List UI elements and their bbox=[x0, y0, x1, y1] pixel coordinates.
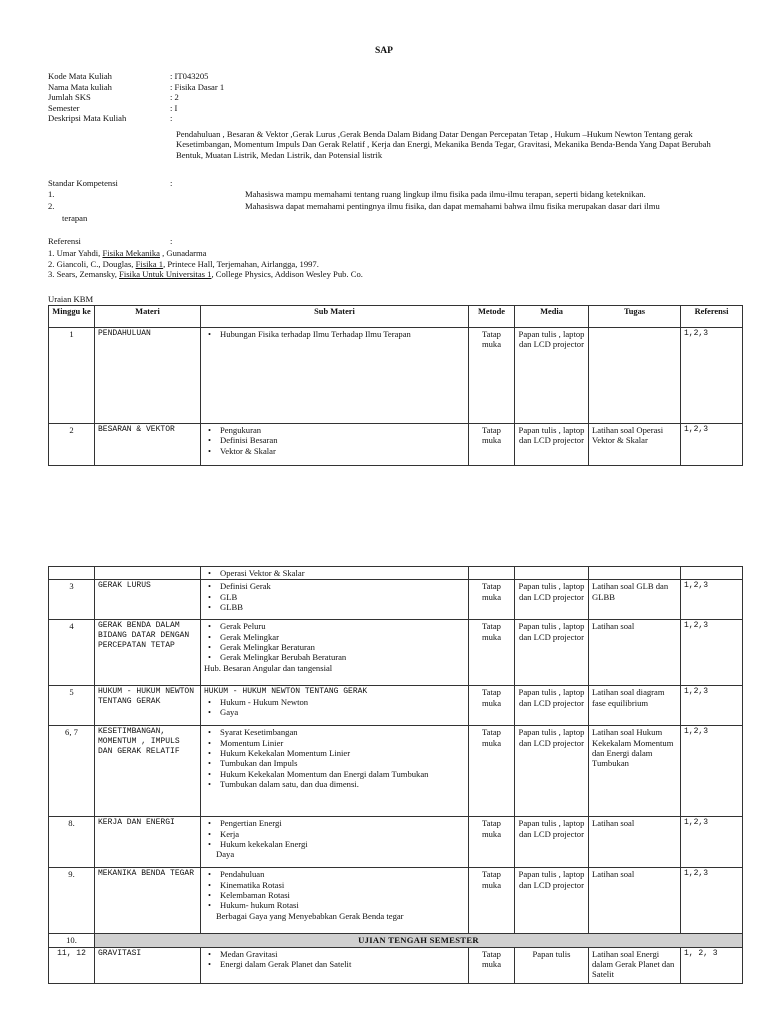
cell-minggu: 4 bbox=[49, 620, 95, 686]
cell-materi: PENDAHULUAN bbox=[95, 328, 201, 424]
list-item: • Hukum kekekalan Energi bbox=[220, 839, 465, 849]
table-row bbox=[49, 567, 743, 580]
table-header-row bbox=[49, 306, 743, 328]
cell-materi: BESARAN & VEKTOR bbox=[95, 424, 201, 466]
meta-label: Semester bbox=[48, 102, 80, 113]
list-item: • Definisi Besaran bbox=[220, 435, 465, 445]
cell-referensi: 1, 2, 3 bbox=[681, 947, 743, 983]
list-item: • Vektor & Skalar bbox=[220, 446, 465, 456]
cell-minggu: 2 bbox=[49, 424, 95, 466]
cell-media: Papan tulis , laptop dan LCD projector bbox=[515, 817, 589, 868]
header-tugas: Tugas bbox=[589, 306, 681, 328]
cell-media: Papan tulis , laptop dan LCD projector bbox=[515, 424, 589, 466]
cell-media: Papan tulis , laptop dan LCD projector bbox=[515, 868, 589, 934]
cell-empty bbox=[515, 567, 589, 580]
cell-sub-materi bbox=[201, 868, 469, 934]
table-row bbox=[49, 817, 743, 868]
cell-referensi: 1,2,3 bbox=[681, 328, 743, 424]
list-item: • Definisi Gerak bbox=[220, 581, 465, 591]
cell-materi: GERAK BENDA DALAM BIDANG DATAR DENGAN PERCEPATAN TETAP bbox=[95, 620, 201, 686]
meta-row-nama bbox=[48, 82, 748, 93]
cell-metode: Tatap muka bbox=[469, 947, 515, 983]
meta-value: : IT043205 bbox=[170, 71, 209, 81]
cell-sub-materi bbox=[201, 424, 469, 466]
standar-item-2-cont: terapan bbox=[62, 213, 88, 223]
cell-metode: Tatap muka bbox=[469, 424, 515, 466]
cell-media: Papan tulis , laptop dan LCD projector bbox=[515, 686, 589, 726]
standar-item-2: Mahasiswa dapat memahami pentingnya ilmu fisika, dan dapat memahami bahwa ilmu fisika merupakan dasar dari ilmu bbox=[245, 201, 660, 211]
uraian-label: Uraian KBM bbox=[48, 294, 94, 304]
cell-referensi: 1,2,3 bbox=[681, 424, 743, 466]
sub-materi-extra: Hub. Besaran Angular dan tangensial bbox=[204, 662, 333, 673]
list-item: • Gerak Melingkar Beraturan bbox=[220, 642, 465, 652]
list-item: • Kinematika Rotasi bbox=[220, 880, 465, 890]
header-media: Media bbox=[515, 306, 589, 328]
cell-materi: GRAVITASI bbox=[95, 947, 201, 983]
cell-tugas: Latihan soal Operasi Vektor & Skalar bbox=[589, 424, 681, 466]
cell-metode: Tatap muka bbox=[469, 726, 515, 817]
table-row bbox=[49, 424, 743, 466]
list-item: • Gerak Melingkar bbox=[220, 632, 465, 642]
cell-sub-materi bbox=[201, 328, 469, 424]
meta-row-kode bbox=[48, 71, 748, 82]
list-item: • Hukum- hukum Rotasi bbox=[220, 900, 465, 910]
reference-item bbox=[48, 269, 363, 280]
cell-empty bbox=[469, 567, 515, 580]
cell-minggu: 8. bbox=[49, 817, 95, 868]
cell-referensi: 1,2,3 bbox=[681, 686, 743, 726]
list-item: • Operasi Vektor & Skalar bbox=[220, 568, 465, 578]
cell-media: Papan tulis , laptop dan LCD projector bbox=[515, 580, 589, 620]
list-item: • Tumbukan dalam satu, dan dua dimensi. bbox=[220, 779, 465, 789]
cell-media: Papan tulis , laptop dan LCD projector bbox=[515, 726, 589, 817]
meta-row-semester bbox=[48, 103, 748, 114]
cell-referensi: 1,2,3 bbox=[681, 726, 743, 817]
reference-item bbox=[48, 248, 363, 259]
meta-label: Deskripsi Mata Kuliah bbox=[48, 113, 127, 123]
standar-colon: : bbox=[170, 178, 173, 188]
cell-minggu: 9. bbox=[49, 868, 95, 934]
cell-tugas: Latihan soal bbox=[589, 817, 681, 868]
cell-tugas: Latihan soal Energi dalam Gerak Planet dan Satelit bbox=[589, 947, 681, 983]
table-row bbox=[49, 580, 743, 620]
cell-empty bbox=[589, 567, 681, 580]
header-minggu: Minggu ke bbox=[49, 306, 95, 328]
cell-empty bbox=[681, 567, 743, 580]
list-item: • Hubungan Fisika terhadap Ilmu Terhadap Ilmu Terapan bbox=[220, 329, 465, 339]
list-item: • Pendahuluan bbox=[220, 869, 465, 879]
cell-minggu: 3 bbox=[49, 580, 95, 620]
header-metode: Metode bbox=[469, 306, 515, 328]
cell-sub-materi bbox=[201, 947, 469, 983]
reference-author: 1. Umar Yahdi, bbox=[48, 248, 103, 258]
exam-label: UJIAN TENGAH SEMESTER bbox=[95, 934, 743, 947]
page-title: SAP bbox=[375, 46, 393, 56]
list-item: • Momentum Linier bbox=[220, 738, 465, 748]
standar-item-1: Mahasiswa mampu memahami tentang ruang lingkup ilmu fisika pada ilmu-ilmu terapan, seperti bidang keteknikan. bbox=[245, 189, 646, 199]
list-item: • Tumbukan dan Impuls bbox=[220, 758, 465, 768]
list-item: • Hukum Kekekalan Momentum Linier bbox=[220, 748, 465, 758]
cell-referensi: 1,2,3 bbox=[681, 580, 743, 620]
cell-sub-materi bbox=[201, 567, 469, 580]
list-item: • Kerja bbox=[220, 829, 465, 839]
reference-title: Fisika Untuk Universitas 1 bbox=[119, 269, 212, 280]
cell-sub-materi bbox=[201, 686, 469, 726]
referensi-colon: : bbox=[170, 236, 173, 246]
cell-materi: MEKANIKA BENDA TEGAR bbox=[95, 868, 201, 934]
list-item: • Gaya bbox=[220, 707, 465, 717]
table-row bbox=[49, 686, 743, 726]
cell-empty bbox=[95, 567, 201, 580]
header-referensi: Referensi bbox=[681, 306, 743, 328]
cell-materi: GERAK LURUS bbox=[95, 580, 201, 620]
cell-referensi: 1,2,3 bbox=[681, 868, 743, 934]
cell-minggu: 1 bbox=[49, 328, 95, 424]
list-item: • Hukum Kekekalan Momentum dan Energi dalam Tumbukan bbox=[220, 769, 465, 779]
standar-number: 1. bbox=[48, 189, 55, 199]
reference-title: Fisika Mekanika bbox=[102, 248, 160, 258]
table-row bbox=[49, 947, 743, 983]
cell-metode: Tatap muka bbox=[469, 686, 515, 726]
header-sub-materi: Sub Materi bbox=[201, 306, 469, 328]
cell-tugas: Latihan soal Hukum Kekekalam Momentum dan Energi dalam Tumbukan bbox=[589, 726, 681, 817]
cell-media: Papan tulis , laptop dan LCD projector bbox=[515, 620, 589, 686]
standar-number: 2. bbox=[48, 201, 55, 211]
cell-media: Papan tulis , laptop dan LCD projector bbox=[515, 328, 589, 424]
cell-sub-materi bbox=[201, 620, 469, 686]
cell-minggu: 6, 7 bbox=[49, 726, 95, 817]
table-row bbox=[49, 620, 743, 686]
cell-metode: Tatap muka bbox=[469, 817, 515, 868]
cell-minggu: 11, 12 bbox=[49, 947, 95, 983]
list-item: • Gerak Peluru bbox=[220, 621, 465, 631]
cell-tugas bbox=[589, 328, 681, 424]
meta-value: : Fisika Dasar 1 bbox=[170, 81, 225, 92]
cell-metode: Tatap muka bbox=[469, 620, 515, 686]
standar-label: Standar Kompetensi bbox=[48, 178, 118, 188]
cell-referensi: 1,2,3 bbox=[681, 620, 743, 686]
meta-row-sks bbox=[48, 92, 748, 103]
cell-materi: KERJA DAN ENERGI bbox=[95, 817, 201, 868]
sub-materi-extra: Daya bbox=[216, 849, 235, 860]
table-row bbox=[49, 726, 743, 817]
meta-label: Jumlah SKS bbox=[48, 92, 91, 102]
meta-label: Nama Mata kuliah bbox=[48, 81, 112, 92]
list-item: • Kelembaman Rotasi bbox=[220, 890, 465, 900]
cell-metode: Tatap muka bbox=[469, 328, 515, 424]
table-row bbox=[49, 328, 743, 424]
reference-publisher: , College Physics, Addison Wesley Pub. Co. bbox=[211, 269, 363, 280]
list-item: • Hukum - Hukum Newton bbox=[220, 697, 465, 707]
cell-materi: KESETIMBANGAN, MOMENTUM , IMPULS DAN GERAK RELATIF bbox=[95, 726, 201, 817]
meta-value: : bbox=[170, 113, 173, 123]
sub-materi-extra: Berbagai Gaya yang Menyebabkan Gerak Benda tegar bbox=[216, 910, 404, 921]
cell-sub-materi bbox=[201, 726, 469, 817]
list-item: • GLB bbox=[220, 592, 465, 602]
cell-empty bbox=[49, 567, 95, 580]
course-description: Pendahuluan , Besaran & Vektor ,Gerak Lurus ,Gerak Benda Dalam Bidang Datar Dengan Percepatan Tetap , Hukum –Hukum Newton Tentang gerak Kesetimbangan, Momentum Impuls Dan Gerak Relatif , Kerja dan Energi, Mekanika Benda Tegar, Gravitasi, Mekanika Benda-Benda Yang Dapat Berubah Bentuk, Muatan Listrik, Medan Listrik, dan Potensial listrik bbox=[176, 129, 711, 160]
cell-tugas: Latihan soal diagram fase equilibrium bbox=[589, 686, 681, 726]
list-item: • Gerak Melingkar Berubah Beraturan bbox=[220, 652, 465, 662]
reference-list bbox=[48, 248, 363, 280]
reference-author: 2. Giancoli, C., Douglas, bbox=[48, 258, 136, 269]
list-item: • Energi dalam Gerak Planet dan Satelit bbox=[220, 959, 465, 969]
cell-media: Papan tulis bbox=[515, 947, 589, 983]
sub-materi-heading: HUKUM - HUKUM NEWTON TENTANG GERAK bbox=[204, 687, 368, 697]
table-row bbox=[49, 868, 743, 934]
referensi-label: Referensi bbox=[48, 236, 81, 246]
reference-publisher: , Printece Hall, Terjemahan, Airlangga, 1997. bbox=[163, 258, 319, 269]
kbm-table-part1 bbox=[48, 305, 743, 466]
reference-author: 3. Sears, Zemansky, bbox=[48, 269, 120, 280]
cell-materi: HUKUM - HUKUM NEWTON TENTANG GERAK bbox=[95, 686, 201, 726]
reference-item bbox=[48, 259, 363, 270]
list-item: • Pengukuran bbox=[220, 425, 465, 435]
meta-label: Kode Mata Kuliah bbox=[48, 71, 112, 81]
cell-tugas: Latihan soal bbox=[589, 868, 681, 934]
reference-title: Fisika 1 bbox=[135, 258, 164, 269]
list-item: • Syarat Kesetimbangan bbox=[220, 727, 465, 737]
cell-tugas: Latihan soal GLB dan GLBB bbox=[589, 580, 681, 620]
cell-minggu: 10. bbox=[49, 934, 95, 947]
reference-publisher: , Gunadarma bbox=[159, 248, 207, 258]
cell-sub-materi bbox=[201, 580, 469, 620]
meta-value: : 2 bbox=[170, 92, 179, 102]
list-item: • GLBB bbox=[220, 602, 465, 612]
cell-minggu: 5 bbox=[49, 686, 95, 726]
list-item: • Pengertian Energi bbox=[220, 818, 465, 828]
kbm-table-part2 bbox=[48, 566, 743, 984]
cell-tugas: Latihan soal bbox=[589, 620, 681, 686]
meta-value: : I bbox=[170, 102, 178, 113]
header-materi: Materi bbox=[95, 306, 201, 328]
course-meta bbox=[48, 71, 748, 124]
cell-metode: Tatap muka bbox=[469, 580, 515, 620]
meta-row-deskripsi bbox=[48, 113, 748, 124]
cell-referensi: 1,2,3 bbox=[681, 817, 743, 868]
cell-metode: Tatap muka bbox=[469, 868, 515, 934]
exam-row bbox=[49, 934, 743, 947]
list-item: • Medan Gravitasi bbox=[220, 949, 465, 959]
cell-sub-materi bbox=[201, 817, 469, 868]
